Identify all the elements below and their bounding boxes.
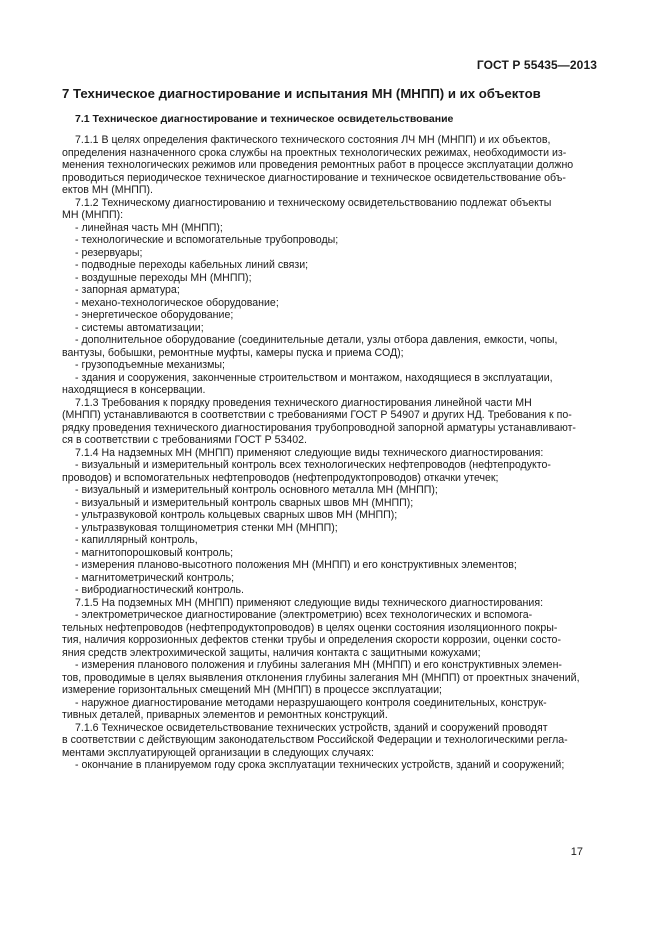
text-line: - здания и сооружения, законченные строительством и монтажом, находящиеся в эксплуатации, [75,371,553,384]
text-line: - резервуары; [75,246,143,259]
text-line: рядку проведения технического диагностирования трубопроводной запорной арматуры устанавливают- [62,421,576,434]
text-line: 7.1.1 В целях определения фактического технического состояния ЛЧ МН (МНПП) и их объектов, [75,134,551,146]
text-line: - дополнительное оборудование (соединительные детали, узлы отбора давления, емкости, чопы, [75,334,558,346]
text-line: ектов МН (МНПП). [62,184,153,196]
text-line: тов, проводимые в целях выявления отклонения глубины залегания МН (МНПП) от проектных значений, [62,671,580,684]
text-line: - механо-технологическое оборудование; [75,296,279,309]
text-line: - визуальный и измерительный контроль всех технологических нефтепроводов (нефтепродукто- [75,459,551,471]
text-line: - капиллярный контроль, [75,534,198,546]
text-line: находящиеся в консервации. [62,384,206,396]
text-line: яния средств электрохимической защиты, наличия контакта с защитными кожухами; [62,646,481,659]
text-line: в соответствии с действующим законодательством Российской Федерации и технологическими регла- [62,734,568,746]
text-line: - системы автоматизации; [75,321,204,334]
text-line: - вибродиагностический контроль. [75,584,244,596]
body-text [62,134,582,772]
text-line: измерение горизонтальных смещений МН (МНПП) в процессе эксплуатации; [62,684,442,696]
text-line: МН (МНПП): [62,209,124,221]
text-line: - технологические и вспомогательные трубопроводы; [75,234,339,246]
text-line: - грузоподъемные механизмы; [75,359,225,371]
text-line: 7.1.4 На надземных МН (МНПП) применяют следующие виды технического диагностирования: [75,446,544,459]
text-line: 7.1.6 Техническое освидетельствование технических устройств, зданий и сооружений проводят [75,721,548,734]
text-line: менения технологических режимов или проведения ремонтных работ в процессе эксплуатации должно [62,159,574,171]
subsection-title: 7.1 Техническое диагностирование и техническое освидетельствование [75,113,454,125]
text-line: 7.1.3 Требования к порядку проведения технического диагностирования линейной части МН [75,396,532,409]
text-line: - магнитометрический контроль; [75,571,235,584]
text-line: - энергетическое оборудование; [75,309,234,321]
text-line: - воздушные переходы МН (МНПП); [75,271,252,284]
text-line: (МНПП) устанавливаются в соответствии с требованиями ГОСТ Р 54907 и других НД. Требования к по- [62,409,572,421]
text-line: - ультразвуковая толщинометрия стенки МН (МНПП); [75,521,338,534]
text-line: тельных нефтепроводов (нефтепродуктопроводов) в целях оценки состояния изоляционного покры- [62,621,558,634]
document-header: ГОСТ Р 55435—2013 [476,58,597,72]
text-line: тивных деталей, приварных элементов и ремонтных конструкций. [62,709,388,721]
text-line: - визуальный и измерительный контроль основного металла МН (МНПП); [75,484,438,496]
text-line: 7.1.5 На подземных МН (МНПП) применяют следующие виды технического диагностирования: [75,596,544,609]
text-line: - наружное диагностирование методами неразрушающего контроля соединительных, конструк- [75,696,547,709]
text-line: - измерения планово-высотного положения МН (МНПП) и его конструктивных элементов; [75,559,517,571]
section-title: 7 Техническое диагностирование и испытания МН (МНПП) и их объектов [62,86,541,101]
text-line: проводов) и вспомогательных нефтепроводов (нефтепродуктопроводов) откачки утечек; [62,471,499,484]
text-line: 7.1.2 Техническому диагностированию и техническому освидетельствованию подлежат объекты [75,196,552,209]
text-line: - подводные переходы кабельных линий связи; [75,259,309,271]
text-line: - ультразвуковой контроль кольцевых сварных швов МН (МНПП); [75,509,398,521]
text-line: - линейная часть МН (МНПП); [75,221,223,234]
text-line: определения назначенного срока службы на проектных технологических режимах, необходимости из- [62,146,567,159]
text-line: ся в соответствии с требованиями ГОСТ Р 53402. [62,434,307,446]
text-line: - электрометрическое диагностирование (электрометрию) всех технологических и вспомога- [75,609,533,621]
text-line: - визуальный и измерительный контроль сварных швов МН (МНПП); [75,496,414,509]
text-line: - окончание в планируемом году срока эксплуатации технических устройств, зданий и сооружений; [75,759,565,771]
text-line: тия, наличия коррозионных дефектов стенки трубы и определения скорости коррозии, оценки состо- [62,634,561,646]
text-line: - магнитопорошковый контроль; [75,546,234,559]
text-line: вантузы, бобышки, ремонтные муфты, камеры пуска и приема СОД); [62,346,404,359]
text-line: - измерения планового положения и глубины залегания МН (МНПП) и его конструктивных элемен- [75,659,562,671]
text-line: проводиться периодическое техническое диагностирование и техническое освидетельствование объ- [62,171,566,184]
text-line: - запорная арматура; [75,284,180,296]
text-line: ментами эксплуатирующей организации в следующих случаях: [62,746,374,759]
page-number: 17 [570,846,583,858]
